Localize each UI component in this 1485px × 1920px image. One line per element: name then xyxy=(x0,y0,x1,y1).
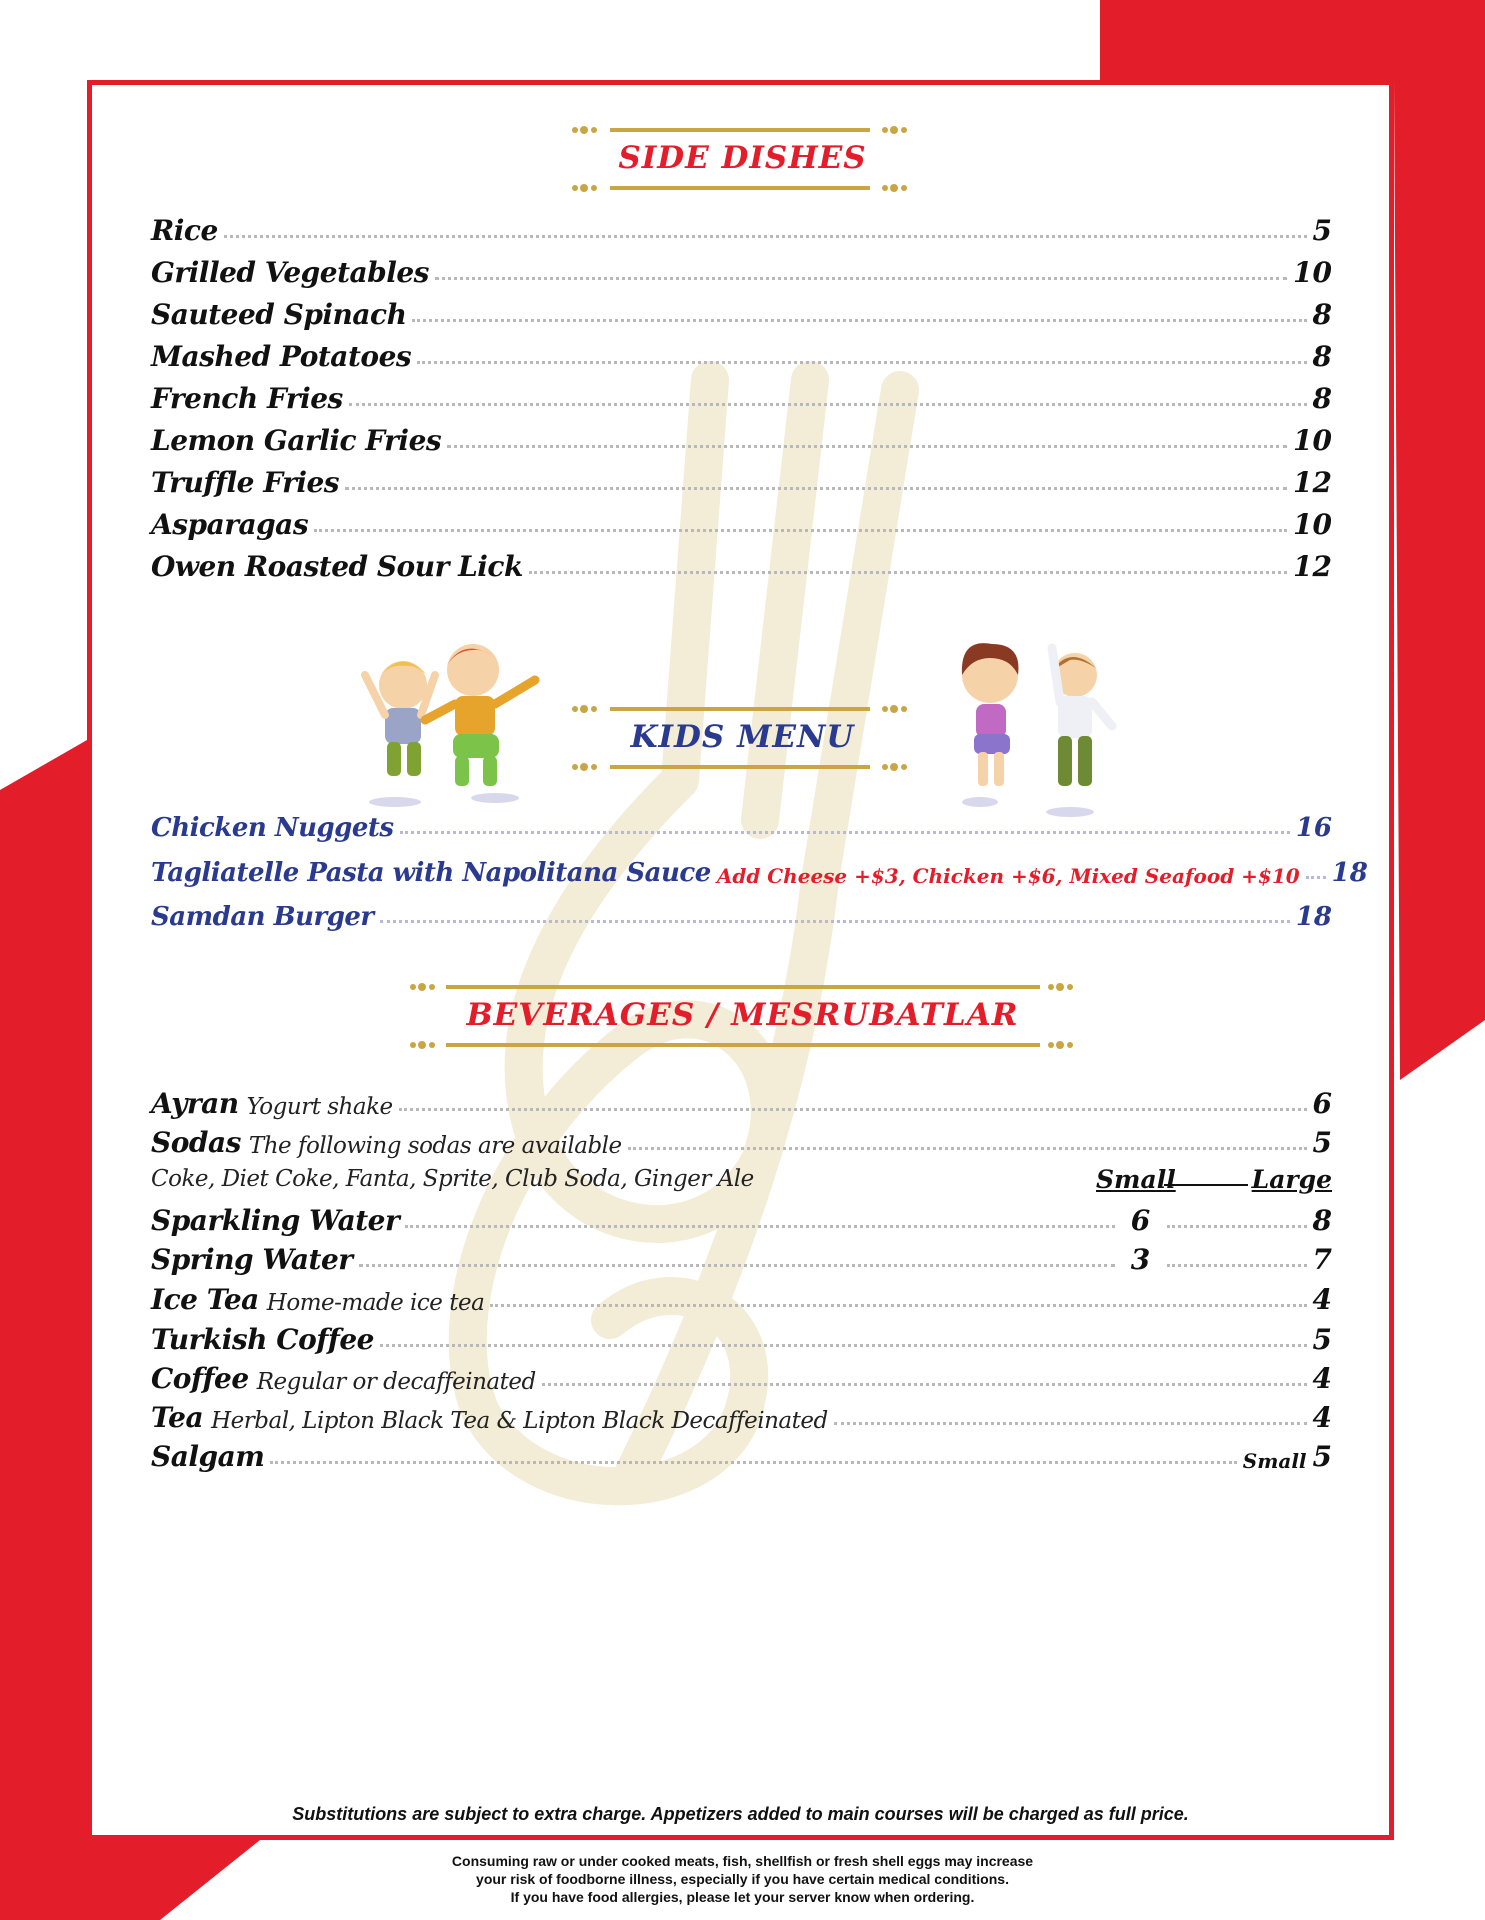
item-name: Ayran xyxy=(151,1087,239,1120)
menu-item xyxy=(151,1433,1332,1473)
ornament-dots-icon xyxy=(570,704,610,714)
item-price: 6 xyxy=(1312,1087,1332,1120)
substitutions-note: Substitutions are subject to extra charge. Appetizers added to main courses will be charged as full price. xyxy=(292,1804,1189,1824)
item-name: Owen Roasted Sour Lick xyxy=(151,550,523,583)
item-name: Lemon Garlic Fries xyxy=(151,424,442,457)
dot-leader xyxy=(224,235,1307,238)
menu-item xyxy=(151,848,1368,888)
menu-item xyxy=(151,1316,1332,1356)
item-price: 16 xyxy=(1295,813,1332,843)
dot-leader xyxy=(417,361,1306,364)
item-price: 12 xyxy=(1293,466,1332,499)
menu-item xyxy=(151,333,1332,373)
menu-item xyxy=(151,1197,1332,1237)
item-price: 5 xyxy=(1312,214,1332,247)
ornament-dots-icon xyxy=(880,762,920,772)
side-dishes-header xyxy=(0,118,1485,198)
beverages-header xyxy=(0,977,1485,1057)
menu-item xyxy=(151,249,1332,289)
dot-leader xyxy=(542,1383,1307,1386)
item-description: Herbal, Lipton Black Tea & Lipton Black Decaffeinated xyxy=(211,1408,828,1434)
ornament-dots-icon xyxy=(570,125,610,135)
menu-item xyxy=(151,892,1332,932)
menu-item xyxy=(151,543,1332,583)
ornament-dots-icon xyxy=(1046,982,1086,992)
item-name: French Fries xyxy=(151,382,343,415)
item-name: Tagliatelle Pasta with Napolitana Sauce xyxy=(151,858,711,888)
menu-item xyxy=(151,803,1332,843)
item-price: 8 xyxy=(1312,340,1332,373)
item-size-label: Small xyxy=(1242,1449,1307,1473)
dot-leader xyxy=(405,1225,1114,1228)
ornament-dots-icon xyxy=(880,125,920,135)
item-price: 4 xyxy=(1312,1362,1332,1395)
menu-item xyxy=(151,1080,1332,1120)
ornament-line xyxy=(446,985,1040,989)
ornament-line xyxy=(446,1043,1040,1047)
menu-item xyxy=(151,501,1332,541)
warning-line: your risk of foodborne illness, especially if you have certain medical conditions. xyxy=(476,1871,1009,1887)
item-name: Samdan Burger xyxy=(151,902,374,932)
section-title: KIDS MENU xyxy=(630,719,855,755)
item-price-large: 8 xyxy=(1312,1204,1332,1237)
item-price: 10 xyxy=(1293,256,1332,289)
kids-menu-header xyxy=(0,697,1485,777)
ornament-line xyxy=(610,186,870,190)
item-price: 4 xyxy=(1312,1401,1332,1434)
menu-item xyxy=(151,417,1332,457)
item-price: 12 xyxy=(1293,550,1332,583)
item-description: Yogurt shake xyxy=(246,1094,393,1120)
dot-leader xyxy=(412,319,1306,322)
item-name: Truffle Fries xyxy=(151,466,340,499)
dot-leader xyxy=(314,529,1287,532)
food-safety-warning xyxy=(0,1852,1485,1906)
item-description: The following sodas are available xyxy=(248,1133,622,1159)
dot-leader xyxy=(435,277,1287,280)
dot-leader xyxy=(345,487,1287,490)
dot-leader xyxy=(834,1422,1307,1425)
item-price-small: 3 xyxy=(1130,1243,1151,1276)
dot-leader xyxy=(1167,1225,1307,1228)
item-name: Grilled Vegetables xyxy=(151,256,429,289)
item-name: Mashed Potatoes xyxy=(151,340,412,373)
item-name: Turkish Coffee xyxy=(151,1323,374,1356)
item-name: Ice Tea xyxy=(151,1283,259,1316)
item-name: Sparkling Water xyxy=(151,1204,400,1237)
dot-leader xyxy=(349,403,1307,406)
dot-leader xyxy=(359,1264,1115,1267)
dot-leader xyxy=(628,1147,1307,1150)
item-description: Regular or decaffeinated xyxy=(256,1369,536,1395)
item-price-small: 6 xyxy=(1130,1204,1151,1237)
dot-leader xyxy=(400,831,1290,834)
section-title: BEVERAGES / MESRUBATLAR xyxy=(466,997,1019,1033)
ornament-dots-icon xyxy=(408,1040,448,1050)
ornament-dots-icon xyxy=(880,704,920,714)
ornament-dots-icon xyxy=(880,183,920,193)
menu-item xyxy=(151,1119,1332,1159)
ornament-dots-icon xyxy=(1046,1040,1086,1050)
dot-leader xyxy=(490,1304,1306,1307)
item-name: Tea xyxy=(151,1401,204,1434)
item-description: Home-made ice tea xyxy=(266,1290,485,1316)
dot-leader xyxy=(1306,876,1326,879)
item-price: 8 xyxy=(1312,298,1332,331)
menu-item xyxy=(151,1236,1332,1276)
warning-line: If you have food allergies, please let your server know when ordering. xyxy=(510,1889,975,1905)
soda-list-row xyxy=(151,1160,1332,1196)
size-large-label: Large xyxy=(1248,1165,1332,1194)
dot-leader xyxy=(399,1108,1307,1111)
item-name: Salgam xyxy=(151,1440,265,1473)
ornament-line xyxy=(610,765,870,769)
menu-item xyxy=(151,1355,1332,1395)
item-price-large: 7 xyxy=(1312,1243,1332,1276)
item-name: Sauteed Spinach xyxy=(151,298,407,331)
dot-leader xyxy=(447,445,1287,448)
ornament-dots-icon xyxy=(408,982,448,992)
item-price: 5 xyxy=(1312,1126,1332,1159)
item-addons: Add Cheese +$3, Chicken +$6, Mixed Seafood +$10 xyxy=(716,864,1300,888)
item-name: Sodas xyxy=(151,1126,241,1159)
item-price: 5 xyxy=(1312,1440,1332,1473)
dot-leader xyxy=(1167,1264,1307,1267)
menu-item xyxy=(151,459,1332,499)
item-name: Spring Water xyxy=(151,1243,353,1276)
item-name: Rice xyxy=(151,214,218,247)
dot-leader xyxy=(380,1344,1307,1347)
item-name: Coffee xyxy=(151,1362,249,1395)
item-price: 18 xyxy=(1295,902,1332,932)
dot-leader xyxy=(380,920,1290,923)
item-price: 8 xyxy=(1312,382,1332,415)
menu-item xyxy=(151,207,1332,247)
item-price: 10 xyxy=(1293,508,1332,541)
menu-item xyxy=(151,375,1332,415)
item-price: 18 xyxy=(1331,858,1368,888)
warning-line: Consuming raw or under cooked meats, fish, shellfish or fresh shell eggs may increase xyxy=(451,1853,1034,1869)
dot-leader xyxy=(529,571,1287,574)
soda-list: Coke, Diet Coke, Fanta, Sprite, Club Soda, Ginger Ale xyxy=(151,1166,754,1192)
menu-item xyxy=(151,291,1332,331)
dot-leader xyxy=(270,1461,1236,1464)
item-price: 5 xyxy=(1312,1323,1332,1356)
ornament-line xyxy=(610,707,870,711)
menu-item xyxy=(151,1276,1332,1316)
ornament-line xyxy=(610,128,870,132)
item-price: 4 xyxy=(1312,1283,1332,1316)
menu-item xyxy=(151,1394,1332,1434)
ornament-dots-icon xyxy=(570,183,610,193)
size-small-label: Small xyxy=(1096,1165,1176,1194)
ornament-dots-icon xyxy=(570,762,610,772)
item-name: Asparagas xyxy=(151,508,309,541)
item-price: 10 xyxy=(1293,424,1332,457)
item-name: Chicken Nuggets xyxy=(151,813,394,843)
section-title: SIDE DISHES xyxy=(618,140,867,176)
